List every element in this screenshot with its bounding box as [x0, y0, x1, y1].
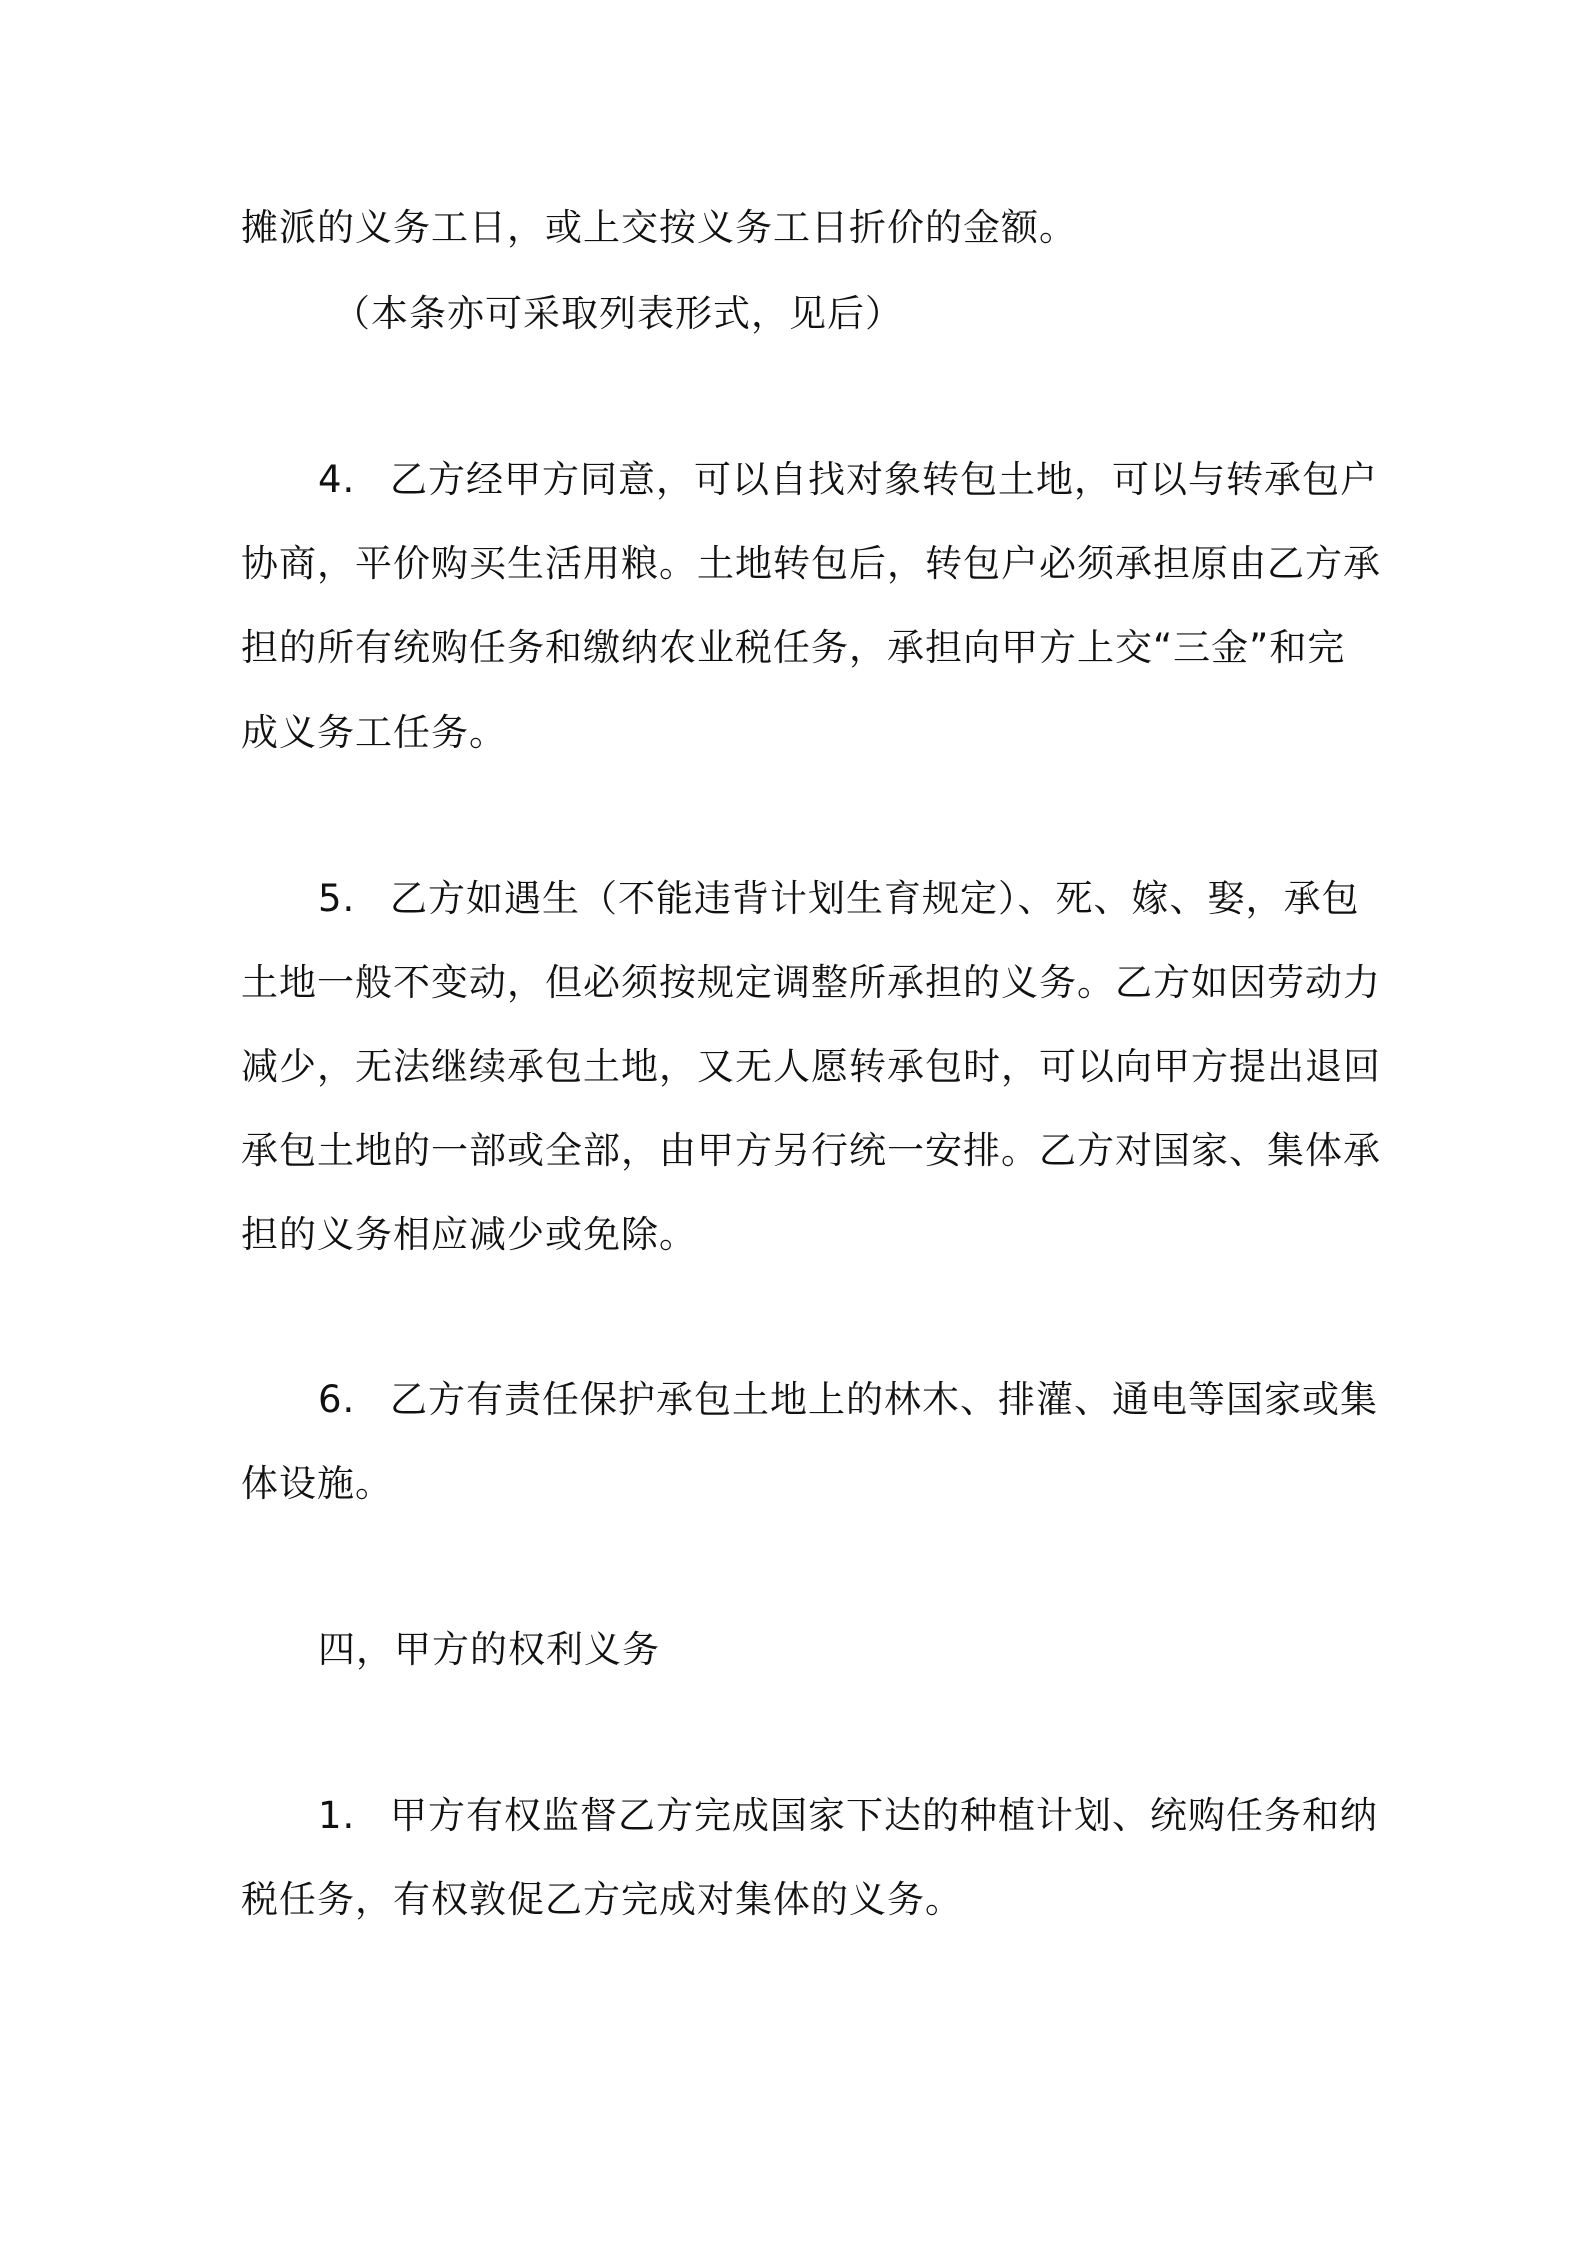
- paragraph-line: 摊派的义务工日，或上交按义务工日折价的金额。: [241, 206, 1077, 249]
- clause-text: 乙方有责任保护承包土地上的林木、排灌、通电等国家或集: [390, 1378, 1378, 1421]
- clause-5-line-1: [318, 875, 1360, 923]
- clause-text: 乙方经甲方同意，可以自找对象转包土地，可以与转承包户: [390, 458, 1378, 501]
- clause-number: 4.: [318, 458, 356, 501]
- note-line: （本条亦可采取列表形式，见后）: [333, 292, 903, 335]
- clause-text: 乙方如遇生（不能违背计划生育规定）、死、嫁、娶，承包: [390, 877, 1360, 920]
- clause-5-line-5: 担的义务相应减少或免除。: [241, 1213, 697, 1256]
- clause-number: 5.: [318, 877, 356, 920]
- clause-5-line-3: 减少，无法继续承包土地，又无人愿转承包时，可以向甲方提出退回: [241, 1045, 1381, 1088]
- clause-4-line-4: 成义务工任务。: [241, 711, 507, 754]
- clause-4-line-3: 担的所有统购任务和缴纳农业税任务，承担向甲方上交“三金”和完: [241, 626, 1346, 669]
- clause-number: 1.: [318, 1794, 356, 1837]
- clause-text: 甲方有权监督乙方完成国家下达的种植计划、统购任务和纳: [390, 1794, 1378, 1837]
- clause-4-line-2: 协商，平价购买生活用粮。土地转包后，转包户必须承担原由乙方承: [241, 542, 1381, 585]
- clause-5-line-2: 土地一般不变动，但必须按规定调整所承担的义务。乙方如因劳动力: [241, 961, 1381, 1004]
- clause-6-line-2: 体设施。: [241, 1462, 393, 1505]
- section-heading: 四，甲方的权利义务: [318, 1628, 660, 1671]
- clause-5-line-4: 承包土地的一部或全部，由甲方另行统一安排。乙方对国家、集体承: [241, 1129, 1381, 1172]
- section-clause-1-line-2: 税任务，有权敦促乙方完成对集体的义务。: [241, 1878, 963, 1921]
- clause-4-line-1: [318, 456, 1378, 504]
- clause-number: 6.: [318, 1378, 356, 1421]
- section-clause-1-line-1: [318, 1792, 1378, 1840]
- clause-6-line-1: [318, 1376, 1378, 1424]
